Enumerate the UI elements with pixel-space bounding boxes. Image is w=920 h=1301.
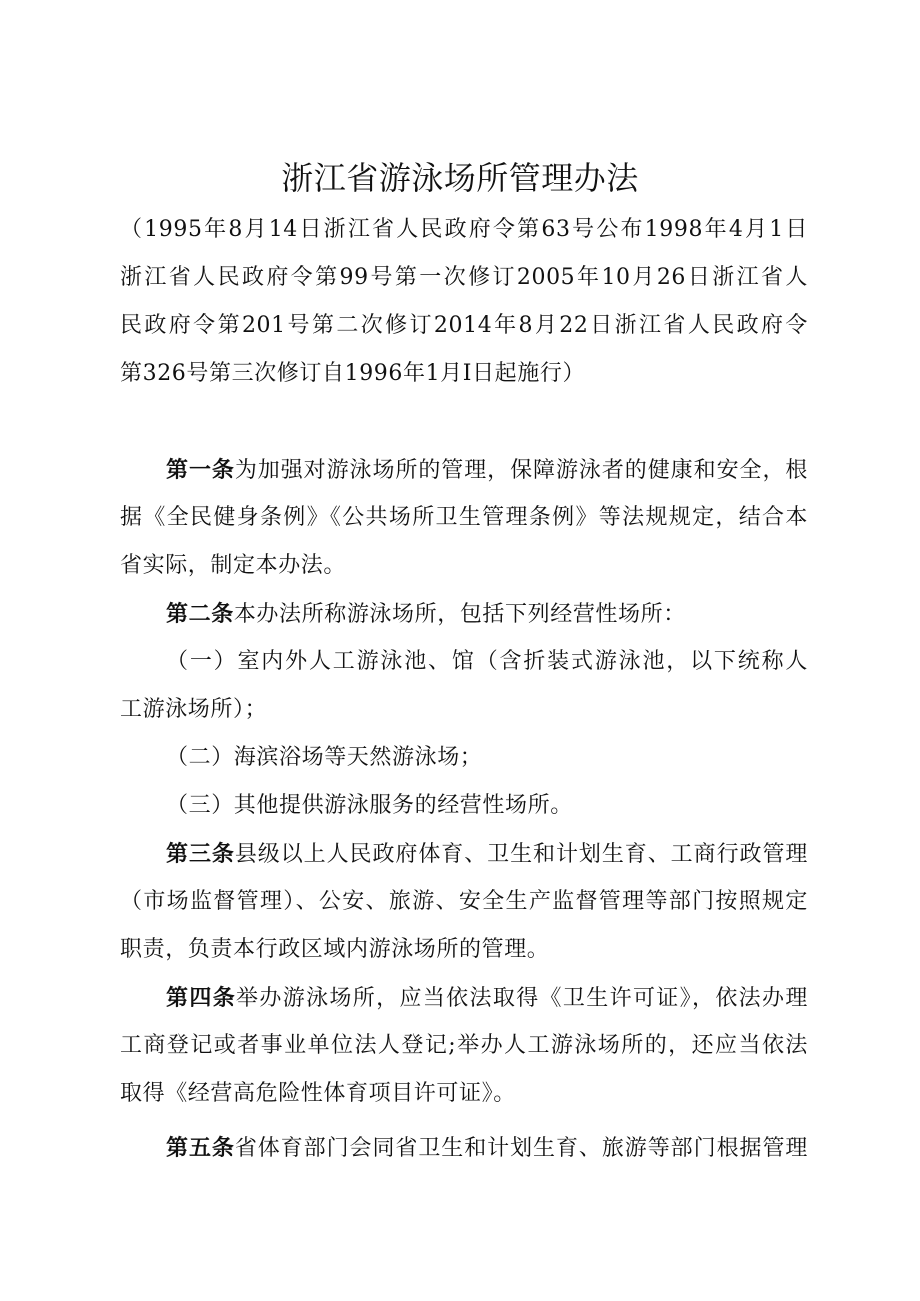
- paragraph-line: [120, 830, 808, 878]
- paragraph-line: （市场监督管理）、公安、旅游、安全生产监督管理等部门按照规定: [120, 889, 808, 914]
- paragraph-line: （二）海滨浴场等天然游泳场；: [166, 745, 483, 770]
- document-title: 浙江省游泳场所管理办法: [281, 159, 639, 197]
- blank-line: [120, 398, 808, 446]
- document-body: [120, 206, 808, 1172]
- paragraph-line: [120, 590, 808, 638]
- article-5: [120, 1124, 808, 1172]
- paragraph-text: 为加强对游泳场所的管理，保障游泳者的健康和安全，根: [234, 458, 808, 483]
- article-3: [120, 830, 808, 974]
- paragraph-text: 举办游泳场所，应当依法取得《卫生许可证》，依法办理: [236, 986, 808, 1011]
- article-1: [120, 446, 808, 590]
- paragraph-line: [120, 1124, 808, 1172]
- paragraph-line: 取得《经营高危险性体育项目许可证》。: [120, 1081, 516, 1106]
- paragraph-line: （三）其他提供游泳服务的经营性场所。: [166, 793, 573, 818]
- paragraph-line: [120, 974, 808, 1022]
- article-4: [120, 974, 808, 1118]
- list-item: [120, 638, 808, 734]
- article-label: 第五条: [166, 1135, 235, 1161]
- paragraph-line: 省实际，制定本办法。: [120, 553, 347, 578]
- paragraph-text: 县级以上人民政府体育、卫生和计划生育、工商行政管理: [234, 842, 808, 867]
- article-2: [120, 590, 808, 638]
- paragraph-line: [120, 446, 808, 494]
- preamble-line: 第326号第三次修订自1996年1月I日起施行）: [120, 361, 586, 386]
- paragraph-line: 据《全民健身条例》《公共场所卫生管理条例》等法规规定，结合本: [120, 505, 808, 530]
- paragraph-line: 工商登记或者事业单位法人登记;举办人工游泳场所的，还应当依法: [120, 1033, 808, 1058]
- list-item: [120, 782, 808, 830]
- preamble-line: 民政府令第201号第二次修订2014年8月22日浙江省人民政府令: [120, 313, 808, 338]
- paragraph-text: 本办法所称游泳场所，包括下列经营性场所：: [233, 602, 686, 627]
- preamble-line: 浙江省人民政府令第99号第一次修订2005年10月26日浙江省人: [120, 265, 808, 290]
- preamble: [120, 206, 808, 398]
- list-item: [120, 734, 808, 782]
- paragraph-line: （一）室内外人工游泳池、馆（含折装式游泳池，以下统称人: [166, 649, 808, 674]
- article-label: 第一条: [166, 457, 235, 483]
- article-label: 第二条: [166, 601, 234, 627]
- article-label: 第三条: [166, 841, 235, 867]
- paragraph-text: 省体育部门会同省卫生和计划生育、旅游等部门根据管理: [234, 1136, 808, 1161]
- preamble-line: （1995年8月14日浙江省人民政府令第63号公布1998年4月1日: [120, 217, 808, 242]
- paragraph-line: 工游泳场所）；: [120, 697, 268, 722]
- article-label: 第四条: [166, 985, 237, 1011]
- paragraph-line: 职责，负责本行政区域内游泳场所的管理。: [120, 937, 550, 962]
